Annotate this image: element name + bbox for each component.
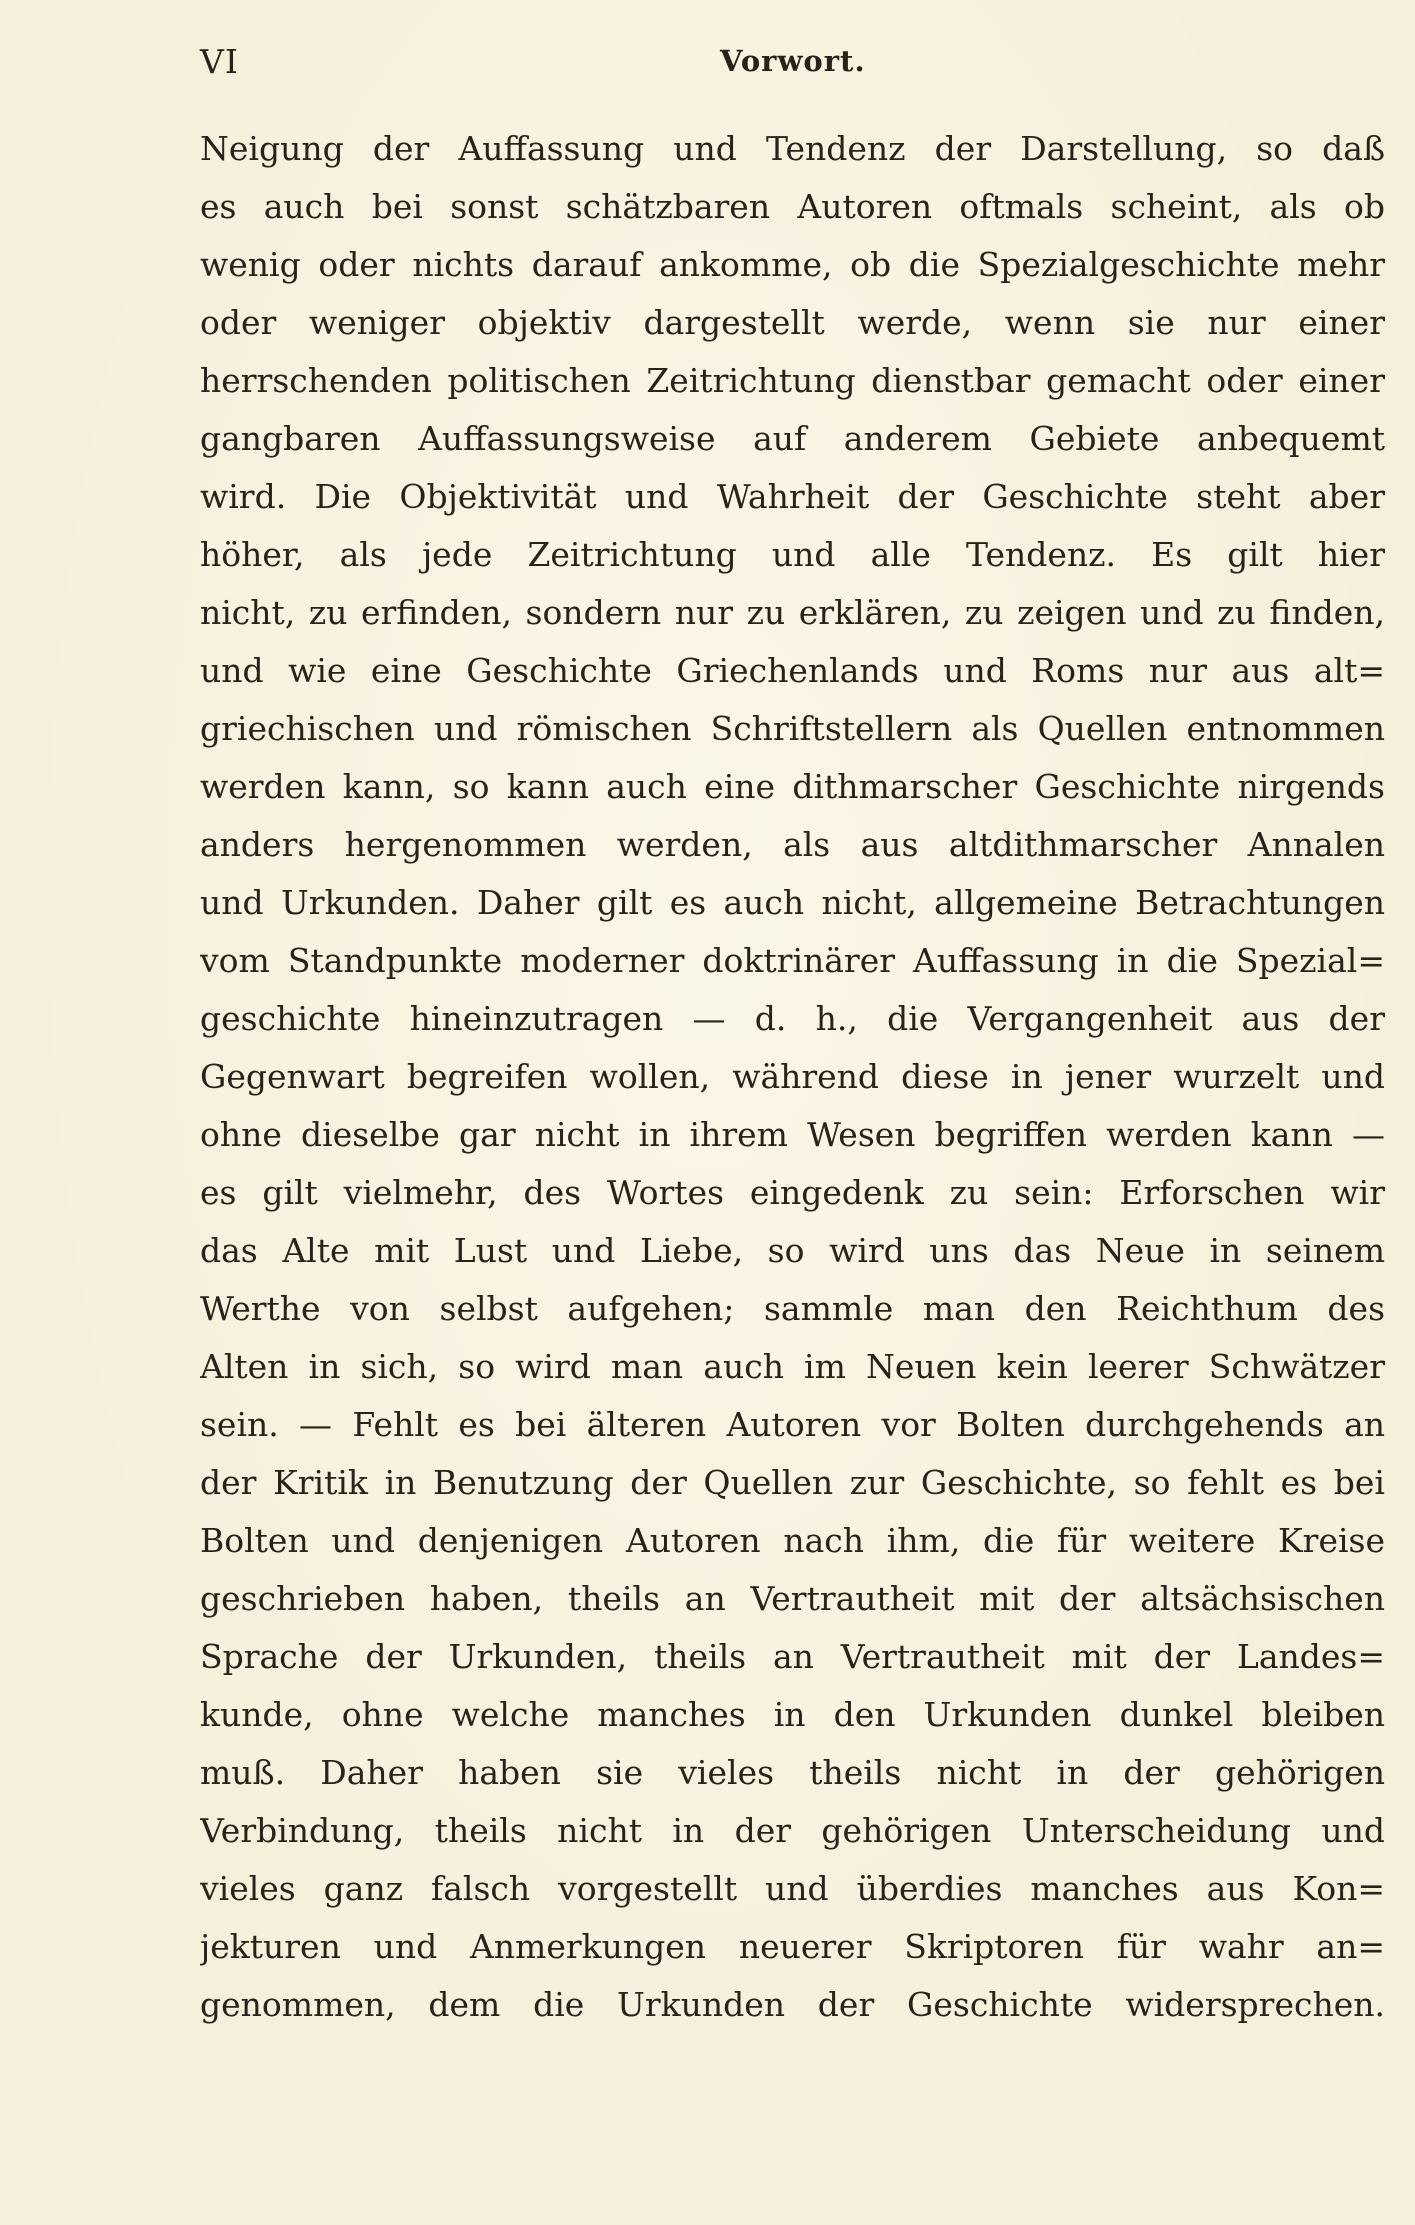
text-line: anders hergenommen werden, als aus altdithmarscher Annalen: [200, 825, 1385, 864]
body-text: [200, 120, 1385, 2034]
text-line: oder weniger objektiv dargestellt werde, wenn sie nur einer: [200, 303, 1385, 342]
running-head: [200, 42, 1385, 86]
text-line: höher, als jede Zeitrichtung und alle Tendenz. Es gilt hier: [200, 535, 1385, 574]
text-line: vom Standpunkte moderner doktrinärer Auffassung in die Spezial=: [200, 941, 1385, 980]
text-line: Bolten und denjenigen Autoren nach ihm, die für weitere Kreise: [200, 1521, 1385, 1560]
text-line: werden kann, so kann auch eine dithmarscher Geschichte nirgends: [200, 767, 1385, 806]
text-line: vieles ganz falsch vorgestellt und überdies manches aus Kon=: [200, 1869, 1385, 1908]
text-line: kunde, ohne welche manches in den Urkunden dunkel bleiben: [200, 1695, 1385, 1734]
text-line: es auch bei sonst schätzbaren Autoren oftmals scheint, als ob: [200, 187, 1385, 226]
text-line: genommen, dem die Urkunden der Geschichte widersprechen.: [200, 1985, 1385, 2024]
text-line: Gegenwart begreifen wollen, während diese in jener wurzelt und: [200, 1057, 1385, 1096]
text-line: nicht, zu erfinden, sondern nur zu erklären, zu zeigen und zu finden,: [200, 593, 1385, 632]
text-line: Neigung der Auffassung und Tendenz der Darstellung, so daß: [200, 129, 1385, 168]
text-line: muß. Daher haben sie vieles theils nicht in der gehörigen: [200, 1753, 1385, 1792]
text-line: herrschenden politischen Zeitrichtung dienstbar gemacht oder einer: [200, 361, 1385, 400]
text-line: der Kritik in Benutzung der Quellen zur Geschichte, so fehlt es bei: [200, 1463, 1385, 1502]
text-line: jekturen und Anmerkungen neuerer Skriptoren für wahr an=: [200, 1927, 1385, 1966]
text-line: Werthe von selbst aufgehen; sammle man den Reichthum des: [200, 1289, 1385, 1328]
text-line: es gilt vielmehr, des Wortes eingedenk zu sein: Erforschen wir: [200, 1173, 1385, 1212]
text-line: Verbindung, theils nicht in der gehörigen Unterscheidung und: [200, 1811, 1385, 1850]
text-line: geschrieben haben, theils an Vertrautheit mit der altsächsischen: [200, 1579, 1385, 1618]
text-line: wenig oder nichts darauf ankomme, ob die Spezialgeschichte mehr: [200, 245, 1385, 284]
page-number: VI: [200, 42, 239, 81]
text-line: und wie eine Geschichte Griechenlands und Roms nur aus alt=: [200, 651, 1385, 690]
text-line: ohne dieselbe gar nicht in ihrem Wesen begriffen werden kann —: [200, 1115, 1385, 1154]
text-line: Alten in sich, so wird man auch im Neuen kein leerer Schwätzer: [200, 1347, 1385, 1386]
text-line: gangbaren Auffassungsweise auf anderem Gebiete anbequemt: [200, 419, 1385, 458]
text-line: das Alte mit Lust und Liebe, so wird uns das Neue in seinem: [200, 1231, 1385, 1270]
text-line: wird. Die Objektivität und Wahrheit der Geschichte steht aber: [200, 477, 1385, 516]
text-line: sein. — Fehlt es bei älteren Autoren vor Bolten durchgehends an: [200, 1405, 1385, 1444]
text-line: geschichte hineinzutragen — d. h., die Vergangenheit aus der: [200, 999, 1385, 1038]
text-line: und Urkunden. Daher gilt es auch nicht, allgemeine Betrachtungen: [200, 883, 1385, 922]
running-head-title: Vorwort.: [720, 44, 866, 78]
text-line: griechischen und römischen Schriftstellern als Quellen entnommen: [200, 709, 1385, 748]
text-line: Sprache der Urkunden, theils an Vertrautheit mit der Landes=: [200, 1637, 1385, 1676]
